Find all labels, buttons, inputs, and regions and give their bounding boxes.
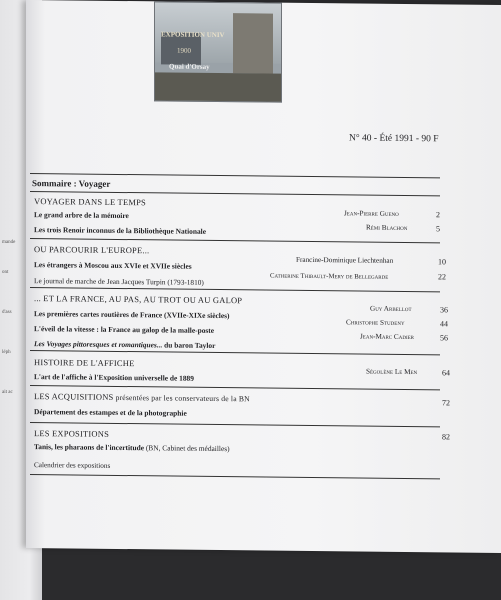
cover-year: 1900 [177,46,191,55]
entry-title: Les trois Renoir inconnus de la Bibliothèque Nationale [34,225,206,236]
issue-info: N° 40 - Été 1991 - 90 F [349,133,439,145]
entry-title: Calendrier des expositions [34,461,111,470]
entry-title: L'éveil de la vitesse : la France au galop de la malle-poste [34,324,215,335]
facing-page-text: ait ac [2,390,13,395]
section-title: ... ET LA FRANCE, AU PAS, AU TROT OU AU GALOP [34,293,243,306]
section-title-rest: présentées par les conservateurs de la BN [113,392,250,404]
entry-title [34,339,215,350]
section-title [34,391,250,403]
cover-caption: Quai d'Orsay [169,62,210,71]
entry-title: Département des estampes et de la photographie [34,407,187,418]
cover-thumbnail [154,1,282,102]
entry-page: 22 [438,272,446,282]
entry-title-rest: du baron Taylor [162,340,216,350]
entry-author: Jean-Marc Cadier [360,332,415,342]
entry-title: Les premières cartes routières de France (XVIIe-XIXe siècles) [34,309,230,321]
divider [30,287,440,293]
entry-title-main: Tanis, les pharaons de l'incertitude [34,442,144,453]
entry-author: Ségolène Le Men [366,367,418,377]
divider [30,474,440,480]
facing-page-text: ont [2,270,9,275]
section-page: 82 [442,432,450,442]
entry-page: 56 [440,333,448,343]
divider [30,350,440,356]
section-title: HISTOIRE DE L'AFFICHE [34,357,135,369]
entry-author: Francine-Dominique Liechtenhan [296,255,394,265]
entry-title-italic: Les Voyages pittoresques et romantiques... [34,339,163,350]
entry-title [34,442,230,453]
entry-author: Christophe Studeny [346,318,405,327]
entry-title-rest: (BN, Cabinet des médailles) [144,443,230,454]
entry-title: Les étrangers à Moscou aux XVIe et XVIIe siècles [34,260,192,271]
facing-page-text: d'ass [2,310,12,315]
entry-page: 2 [436,210,440,220]
section-title: VOYAGER DANS LE TEMPS [34,196,146,208]
entry-author: Rémi Blachon [366,223,408,232]
divider [30,422,440,428]
summary-heading: Sommaire : Voyager [32,178,111,189]
facing-page-text: léph [2,350,11,355]
divider [30,238,440,244]
divider [30,385,440,391]
entry-page: 10 [438,257,446,267]
section-title: OU PARCOURIR L'EUROPE... [34,244,150,256]
section-page: 72 [442,398,450,408]
entry-title: Le journal de marche de Jean Jacques Turpin (1793-1810) [34,276,204,287]
section-title-main: LES ACQUISITIONS [34,391,114,402]
entry-page: 44 [440,319,448,329]
section-title: LES EXPOSITIONS [34,428,110,439]
entry-page: 5 [436,224,440,234]
entry-title: L'art de l'affiche à l'Exposition universelle de 1889 [34,372,194,383]
magazine-page [26,0,501,553]
facing-page-text: mande [2,240,16,245]
entry-page: 64 [442,368,450,378]
entry-author: Catherine Thibault-Mery de Bellegarde [270,272,389,281]
entry-author: Guy Arbellot [370,304,412,314]
entry-page: 36 [440,305,448,315]
entry-author: Jean-Pierre Gueno [344,209,399,218]
cover-title: EXPOSITION UNIV [161,30,225,40]
entry-title: Le grand arbre de la mémoire [34,210,129,221]
